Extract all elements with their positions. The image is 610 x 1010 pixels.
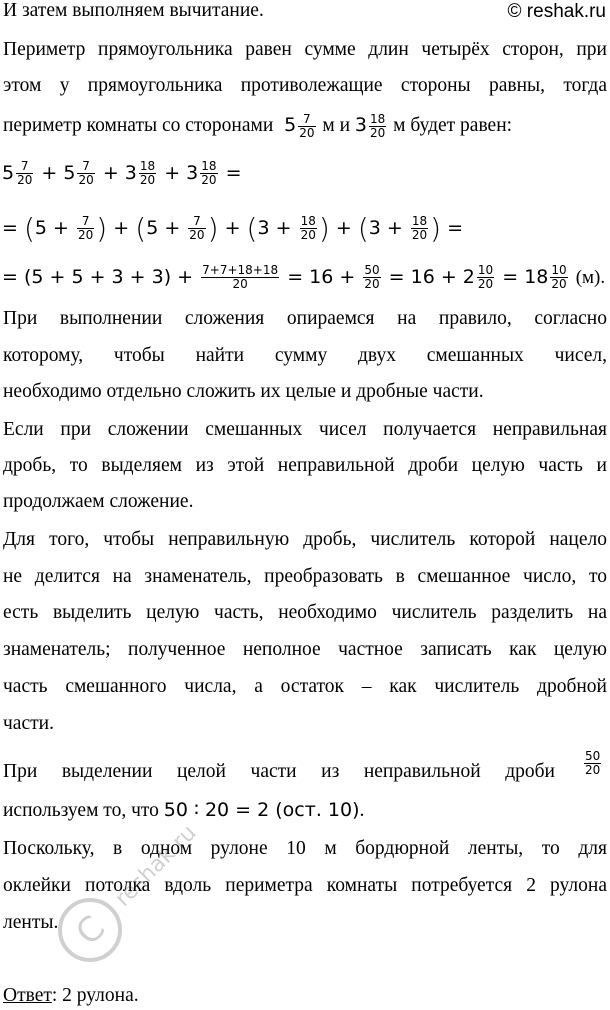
paren: ( [357, 212, 369, 245]
text-fragment: используем то, что [3, 800, 159, 821]
svg-text:C: C [68, 908, 114, 954]
mixed-number-whole: 3 [354, 113, 368, 136]
text-fragment: м будет равен: [393, 114, 513, 136]
mixed-number-whole: 5 [284, 113, 297, 136]
text-line: При выделении целой части из неправильной дроби [3, 761, 555, 782]
fraction-denominator: 20 [551, 277, 567, 291]
text-line: части. [3, 713, 54, 734]
paren: ) [96, 212, 108, 245]
text-fragment: периметр комнаты со сторонами [3, 114, 274, 136]
paren: ) [207, 212, 219, 245]
fraction-denominator: 20 [411, 228, 428, 242]
text-line: этом у прямоугольника противолежащие стороны равны, тогда [3, 75, 607, 96]
fraction-numerator: 10 [477, 263, 494, 277]
fraction-numerator: 50 [364, 263, 380, 277]
whole: 5 [34, 217, 47, 239]
operator: + [102, 162, 119, 184]
formula-line-3 [2, 264, 605, 291]
fraction-denominator: 20 [189, 228, 205, 242]
fraction [584, 750, 601, 777]
fraction-denominator: 20 [78, 173, 94, 187]
text-line: Поскольку, в одном рулоне 10 м бордюрной ленты, то для [3, 838, 607, 859]
operator: = [2, 217, 18, 239]
fraction-denominator: 20 [299, 126, 315, 140]
fraction [201, 264, 279, 291]
whole: 3 [257, 217, 270, 239]
fraction-numerator: 18 [370, 112, 386, 126]
fraction-numerator: 7 [82, 159, 90, 173]
fraction [369, 113, 386, 140]
text-line: знаменатель; полученное неполное частное записать как целую [3, 639, 607, 660]
fraction [298, 113, 315, 140]
text-line: дробь, то выделяем из этой неправильной дроби целую часть и [3, 455, 607, 476]
operator: + [275, 217, 292, 239]
paren: ) [318, 212, 330, 245]
operator: + [113, 217, 130, 239]
fraction-denominator: 20 [201, 173, 217, 187]
text-line: При выполнении сложения опираемся на правило, согласно [3, 308, 607, 329]
text-line [3, 801, 364, 821]
fraction-denominator: 20 [370, 126, 386, 140]
fraction-numerator: 50 [585, 749, 601, 763]
operator: = [447, 217, 464, 239]
paren: ( [23, 212, 35, 245]
whole: 5 [146, 217, 159, 239]
fraction-numerator: 18 [300, 214, 316, 228]
operator: + [164, 217, 181, 239]
fraction-denominator: 20 [78, 228, 94, 242]
text-line: необходимо отдельно сложить их целые и дробные части. [3, 381, 484, 402]
text-line: не делится на знаменатель, преобразовать в смешанное число, то [3, 566, 607, 587]
formula-line-1 [2, 160, 242, 187]
paren: ( [135, 212, 147, 245]
operator: + [335, 217, 352, 239]
fraction [188, 215, 205, 242]
whole: 5 [2, 162, 15, 184]
text-fragment: м и [322, 114, 351, 136]
fraction-numerator: 18 [201, 159, 217, 173]
division-expression: 50 ∶ 20 = 2 (ост. 10) [163, 799, 360, 821]
whole: 3 [368, 217, 381, 239]
operator: + [53, 217, 69, 239]
fraction [300, 215, 317, 242]
paren: ) [430, 212, 442, 245]
expression: = 18 [502, 266, 549, 288]
text-line: продолжаем сложение. [3, 491, 194, 512]
expression: = (5 + 5 + 3 + 3) + [2, 266, 194, 288]
fraction-numerator: 7+7+18+18 [202, 263, 279, 277]
text-line: Если при сложении смешанных чисел получается неправильная [3, 419, 607, 440]
fraction [477, 264, 494, 291]
text-line: Периметр прямоугольника равен сумме длин четырёх сторон, при [3, 39, 607, 60]
fraction-denominator: 20 [139, 173, 156, 187]
fraction-denominator: 20 [17, 173, 33, 187]
operator: = [225, 162, 242, 184]
text-line: часть смешанного числа, а остаток – как числитель дробной [3, 676, 607, 697]
fraction-numerator: 7 [303, 112, 311, 126]
fraction-denominator: 20 [201, 277, 279, 291]
fraction-numerator: 18 [411, 214, 428, 228]
text-line-sides [3, 113, 512, 140]
fraction [139, 160, 156, 187]
formula-line-2 [2, 212, 463, 245]
fraction-numerator: 7 [193, 214, 201, 228]
whole: 3 [186, 162, 199, 184]
paren: ( [246, 212, 258, 245]
fraction [363, 264, 380, 291]
fraction-numerator: 7 [81, 214, 90, 228]
text-fragment: . [359, 800, 365, 821]
text-line: Для того, чтобы неправильную дробь, числитель которой нацело [3, 529, 607, 550]
intro-line: И затем выполняем вычитание. [3, 0, 264, 21]
site-brand[interactable]: © reshak.ru [507, 1, 606, 22]
fraction [550, 264, 567, 291]
text-line: ленты. [3, 912, 59, 933]
operator: + [41, 162, 58, 184]
whole: 5 [63, 162, 76, 184]
answer-label: Ответ [3, 985, 52, 1006]
fraction [77, 160, 94, 187]
unit: (м). [575, 267, 606, 288]
expression: = 16 + 2 [388, 266, 475, 288]
fraction-denominator: 20 [585, 763, 601, 777]
fraction [200, 160, 217, 187]
fraction-denominator: 20 [477, 277, 494, 291]
fraction-numerator: 10 [551, 263, 567, 277]
watermark-text: reshak.ru [110, 820, 202, 912]
text-line: есть выделить целую часть, необходимо числитель разделить на [3, 602, 607, 623]
answer-value: : 2 рулона. [51, 985, 139, 1006]
fraction-numerator: 7 [20, 159, 29, 173]
expression: = 16 + [287, 266, 356, 288]
fraction-denominator: 20 [300, 228, 316, 242]
fraction-numerator: 18 [139, 159, 156, 173]
fraction [16, 160, 33, 187]
answer-line [3, 986, 139, 1006]
operator: + [224, 217, 241, 239]
text-line: оклейки потолка вдоль периметра комнаты потребуется 2 рулона [3, 875, 607, 896]
operator: + [164, 162, 181, 184]
whole: 3 [124, 162, 137, 184]
fraction-denominator: 20 [364, 277, 380, 291]
fraction [411, 215, 428, 242]
text-line: которому, чтобы найти сумму двух смешанных чисел, [3, 345, 607, 366]
operator: + [386, 217, 403, 239]
fraction [77, 215, 94, 242]
